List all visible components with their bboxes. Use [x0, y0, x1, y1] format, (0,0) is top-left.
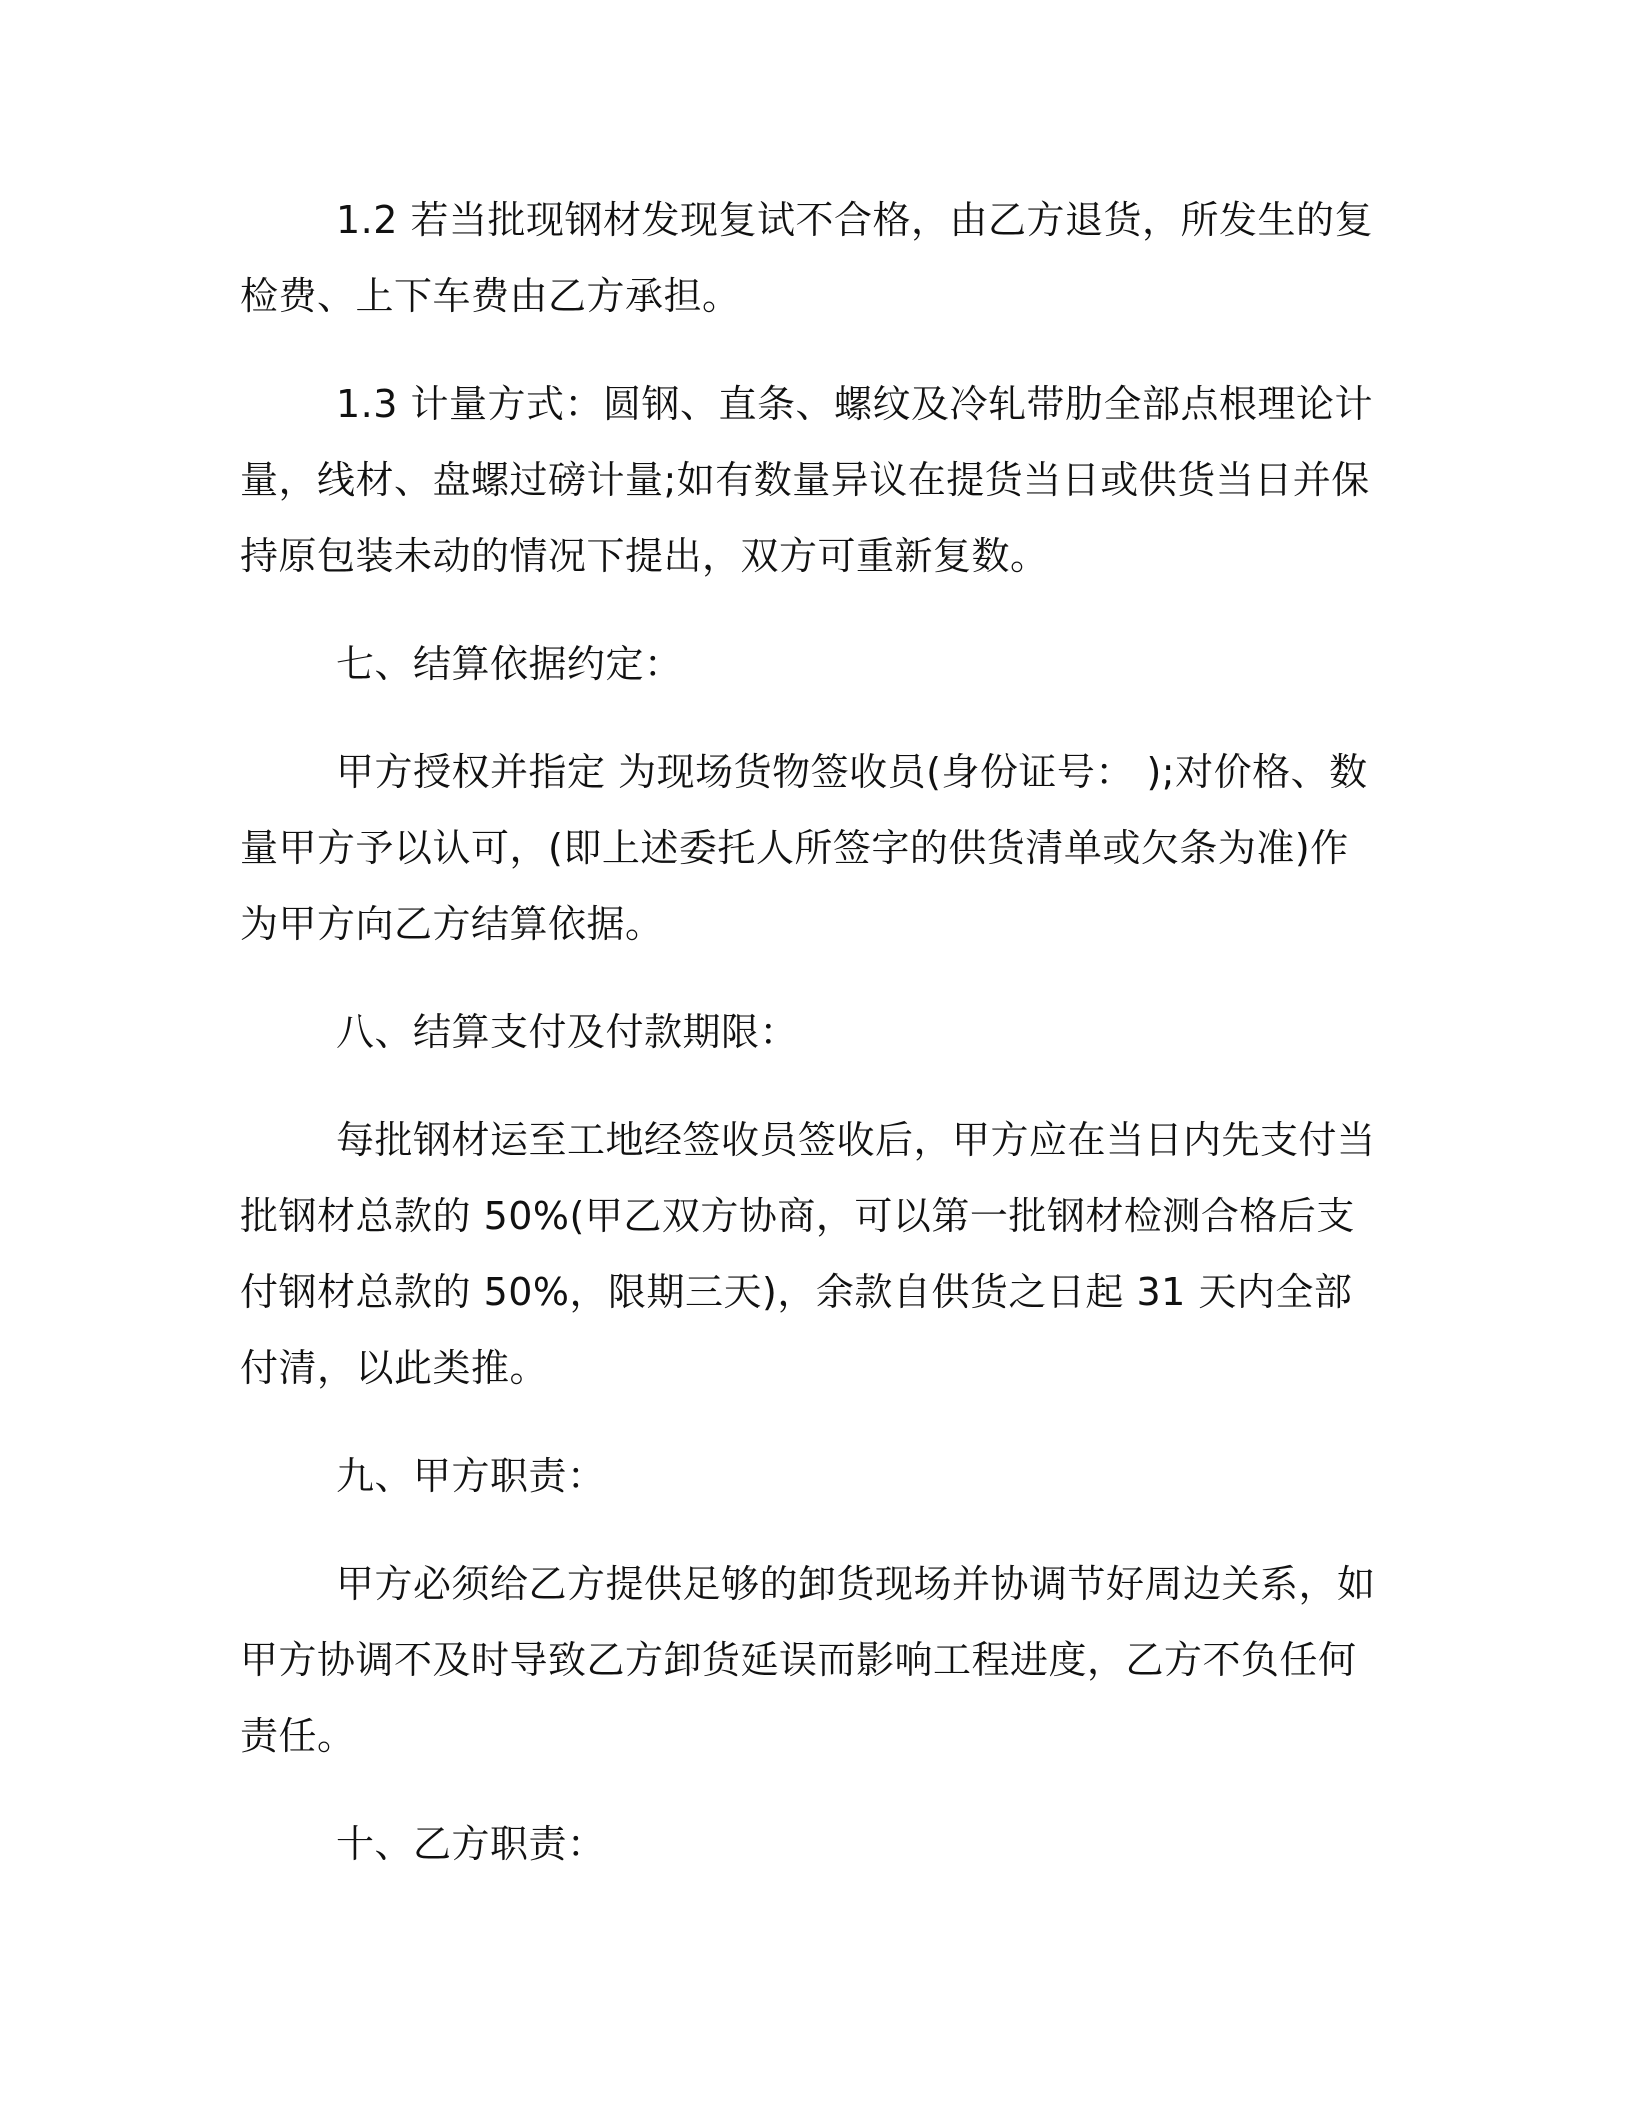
section-7-heading: 七、结算依据约定：: [336, 642, 683, 686]
section-7-paragraph: 甲方授权并指定 为现场货物签收员(身份证号： );对价格、数量甲方予以认可，(即上述委托人所签字的供货清单或欠条为准)作为甲方向乙方结算依据。: [240, 750, 1368, 946]
section-8-paragraph: 每批钢材运至工地经签收员签收后，甲方应在当日内先支付当批钢材总款的 50%(甲乙双方协商，可以第一批钢材检测合格后支付钢材总款的 50%，限期三天)，余款自供货之日起 31 天内全部付清，以此类推。: [240, 1118, 1376, 1390]
section-9-heading: 九、甲方职责：: [336, 1454, 606, 1498]
clause-1-3-paragraph: 1.3 计量方式：圆钢、直条、螺纹及冷轧带肋全部点根理论计量，线材、盘螺过磅计量;如有数量异议在提货当日或供货当日并保持原包装未动的情况下提出，双方可重新复数。: [240, 382, 1374, 578]
section-9-paragraph: 甲方必须给乙方提供足够的卸货现场并协调节好周边关系，如甲方协调不及时导致乙方卸货延误而影响工程进度，乙方不负任何责任。: [240, 1562, 1376, 1758]
section-10-heading: 十、乙方职责：: [336, 1822, 606, 1866]
document-body: [240, 182, 1382, 1914]
section-8-heading: 八、结算支付及付款期限：: [336, 1010, 799, 1054]
clause-1-2-paragraph: 1.2 若当批现钢材发现复试不合格，由乙方退货，所发生的复检费、上下车费由乙方承担。: [240, 198, 1374, 318]
